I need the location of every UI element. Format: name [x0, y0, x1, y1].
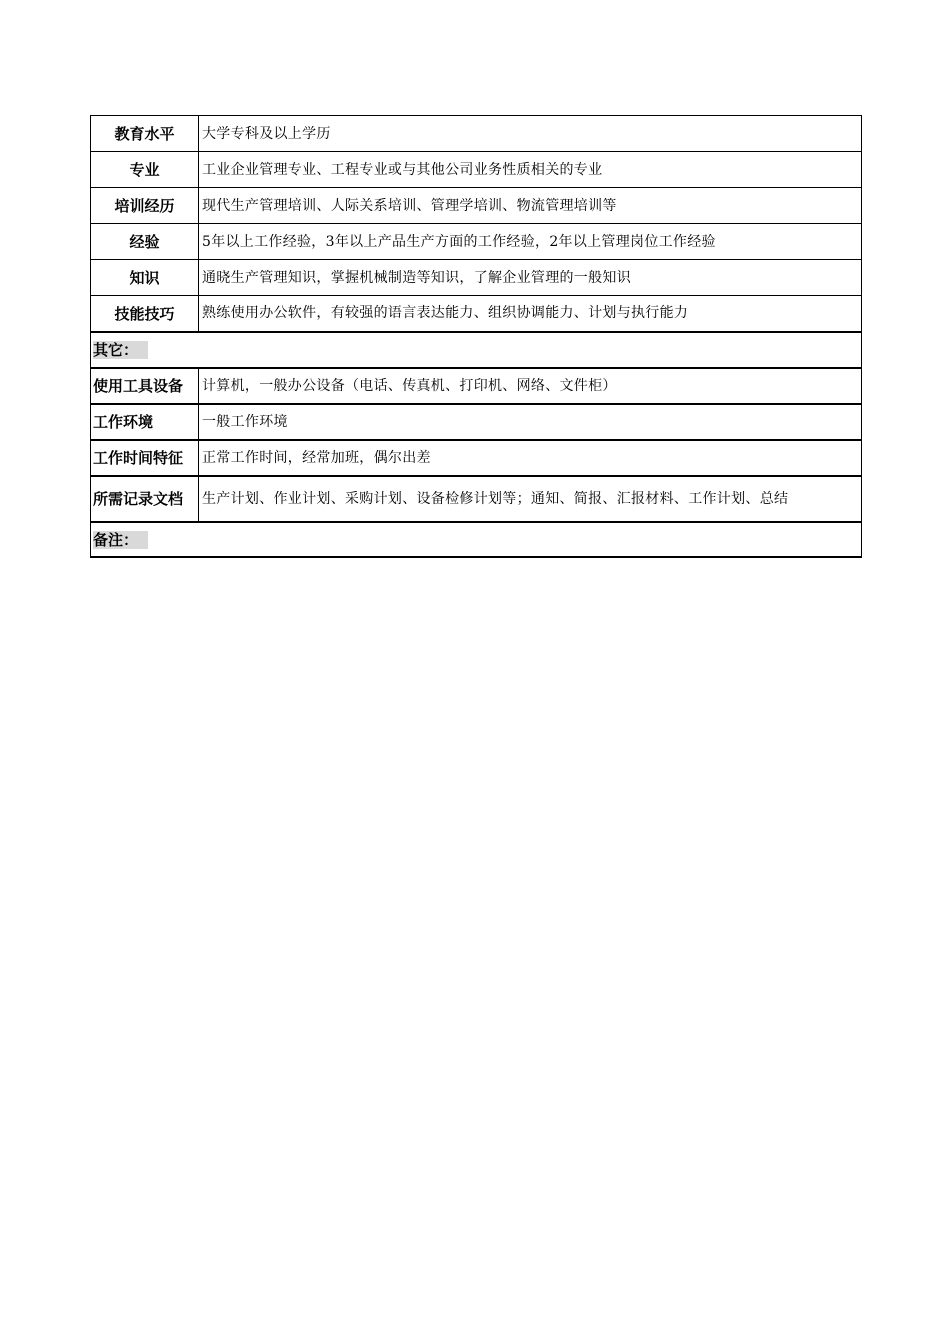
value-experience: 5年以上工作经验，3年以上产品生产方面的工作经验，2年以上管理岗位工作经验	[199, 224, 862, 260]
row-environment	[91, 404, 862, 440]
label-work-time: 工作时间特征	[91, 440, 199, 476]
value-major: 工业企业管理专业、工程专业或与其他公司业务性质相关的专业	[199, 152, 862, 188]
value-tools: 计算机，一般办公设备（电话、传真机、打印机、网络、文件柜）	[199, 368, 862, 404]
label-experience: 经验	[91, 224, 199, 260]
row-other-header	[91, 332, 862, 368]
row-tools	[91, 368, 862, 404]
label-skills: 技能技巧	[91, 296, 199, 332]
row-training	[91, 188, 862, 224]
label-tools: 使用工具设备	[91, 368, 199, 404]
row-remarks	[91, 522, 862, 557]
row-skills	[91, 296, 862, 332]
other-section-title: 其它：	[93, 341, 148, 359]
label-environment: 工作环境	[91, 404, 199, 440]
row-documents	[91, 476, 862, 522]
value-education: 大学专科及以上学历	[199, 116, 862, 152]
label-documents: 所需记录文档	[91, 476, 199, 522]
row-knowledge	[91, 260, 862, 296]
remarks-section-header	[91, 522, 862, 557]
remarks-section-title: 备注：	[93, 531, 148, 549]
label-education: 教育水平	[91, 116, 199, 152]
label-knowledge: 知识	[91, 260, 199, 296]
value-documents: 生产计划、作业计划、采购计划、设备检修计划等；通知、简报、汇报材料、工作计划、总结	[199, 476, 862, 522]
row-work-time	[91, 440, 862, 476]
job-requirements-table	[90, 115, 862, 558]
value-skills: 熟练使用办公软件，有较强的语言表达能力、组织协调能力、计划与执行能力	[199, 296, 862, 332]
value-environment: 一般工作环境	[199, 404, 862, 440]
other-section-header	[91, 332, 862, 368]
label-major: 专业	[91, 152, 199, 188]
value-work-time: 正常工作时间，经常加班，偶尔出差	[199, 440, 862, 476]
value-training: 现代生产管理培训、人际关系培训、管理学培训、物流管理培训等	[199, 188, 862, 224]
value-knowledge: 通晓生产管理知识，掌握机械制造等知识，了解企业管理的一般知识	[199, 260, 862, 296]
label-training: 培训经历	[91, 188, 199, 224]
row-education	[91, 116, 862, 152]
row-major	[91, 152, 862, 188]
row-experience	[91, 224, 862, 260]
